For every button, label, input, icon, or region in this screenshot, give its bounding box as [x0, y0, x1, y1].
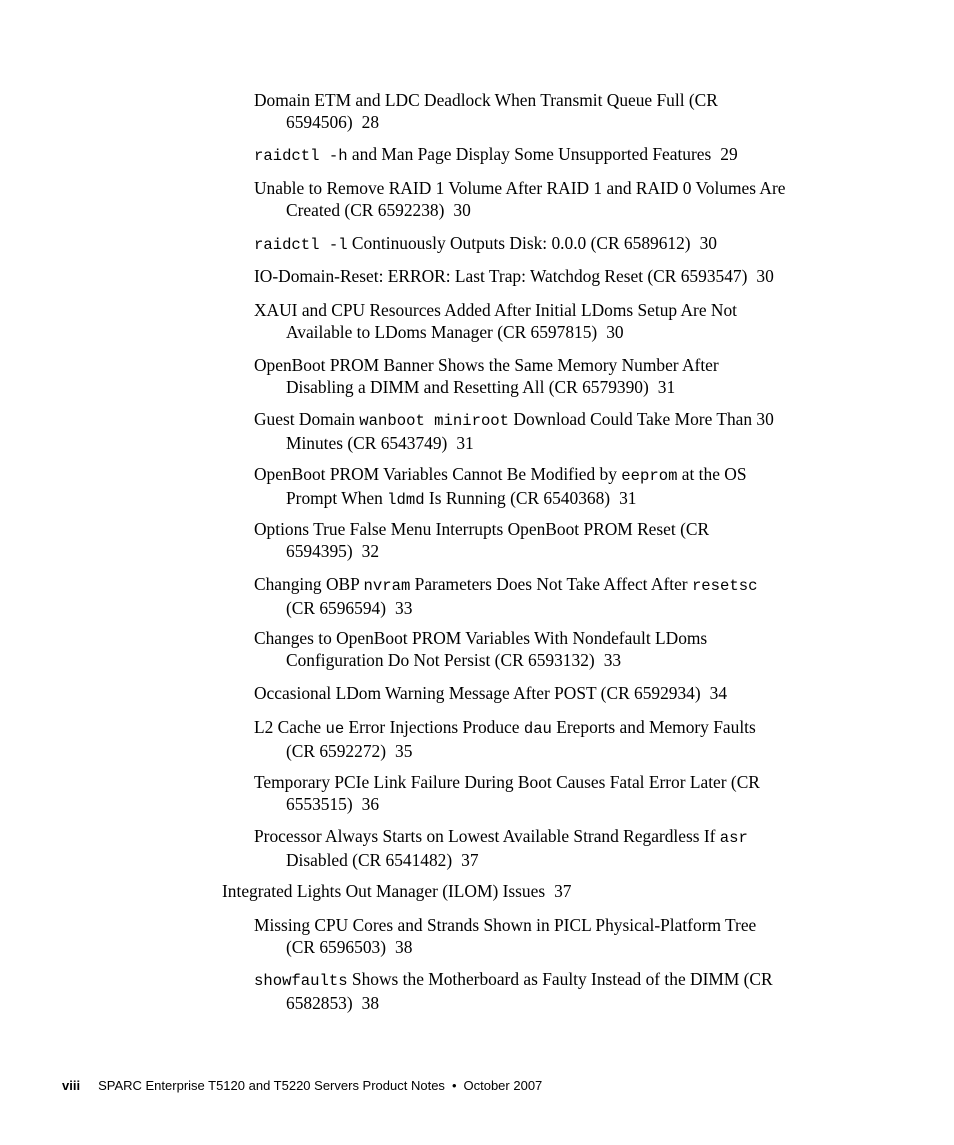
toc-entry[interactable]: [254, 233, 844, 257]
toc-text: 6594506): [286, 111, 353, 132]
toc-page-number[interactable]: 31: [657, 376, 676, 397]
toc-entry-line: [254, 850, 844, 872]
toc-code-text: resetsc: [691, 577, 758, 595]
toc-text: Occasional LDom Warning Message After POST (CR 6592934): [254, 683, 701, 703]
toc-text: Guest Domain: [254, 409, 360, 429]
toc-entry[interactable]: [254, 772, 844, 815]
toc-text: Changes to OpenBoot PROM Variables With Nondefault LDoms: [254, 628, 708, 648]
toc-code-text: asr: [719, 829, 748, 847]
toc-entry-line: [222, 881, 842, 903]
toc-entry-line: [254, 300, 844, 322]
toc-entry-line: [254, 233, 844, 257]
toc-page-number[interactable]: 30: [699, 233, 717, 253]
toc-text: L2 Cache: [254, 717, 326, 737]
toc-text: Domain ETM and LDC Deadlock When Transmit Queue Full (CR: [254, 90, 718, 110]
toc-code-text: raidctl -l: [254, 236, 348, 254]
toc-entry-line: [254, 322, 844, 344]
toc-entry-line: [254, 519, 844, 541]
toc-entry-line: [254, 574, 844, 598]
toc-page-number[interactable]: 33: [603, 649, 622, 670]
toc-text: Ereports and Memory Faults: [551, 717, 756, 737]
toc-page-number[interactable]: 30: [453, 199, 471, 220]
toc-text: Disabled (CR 6541482): [286, 849, 453, 870]
toc-entry[interactable]: [254, 266, 844, 288]
toc-text: Processor Always Starts on Lowest Available Strand Regardless If: [254, 826, 720, 846]
toc-entry-line: [254, 969, 844, 993]
toc-page-number[interactable]: 28: [361, 111, 380, 132]
toc-entry[interactable]: [254, 574, 844, 619]
toc-text: IO-Domain-Reset: ERROR: Last Trap: Watchdog Reset (CR 6593547): [254, 266, 748, 286]
toc-text: Created (CR 6592238): [286, 199, 445, 220]
toc-entry[interactable]: [254, 969, 844, 1014]
toc-entry-line: [254, 650, 844, 672]
toc-text: 6594395): [286, 540, 353, 561]
toc-entry-line: [254, 144, 844, 168]
toc-entry[interactable]: [254, 628, 844, 671]
toc-text: Options True False Menu Interrupts OpenBoot PROM Reset (CR: [254, 519, 710, 539]
footer-page-number: viii: [62, 1078, 81, 1093]
toc-entry-line: [254, 794, 844, 816]
toc-text: (CR 6592272): [286, 740, 386, 761]
toc-page-number[interactable]: 36: [361, 793, 380, 814]
toc-text: at the OS: [677, 464, 747, 484]
toc-entry-line: [254, 598, 844, 620]
toc-page-number[interactable]: 35: [395, 740, 413, 761]
toc-text: Continuously Outputs Disk: 0.0.0 (CR 6589612): [347, 233, 691, 253]
toc-entry-line: [254, 683, 844, 705]
toc-entry-line: [254, 541, 844, 563]
toc-text: Minutes (CR 6543749): [286, 432, 448, 453]
toc-section-entry[interactable]: [222, 881, 842, 903]
footer-separator: •: [451, 1078, 457, 1093]
toc-page-number[interactable]: 32: [361, 540, 380, 561]
toc-entry-line: [254, 112, 844, 134]
toc-entry-line: [254, 355, 844, 377]
toc-entry[interactable]: [254, 826, 844, 871]
toc-entry[interactable]: [254, 717, 844, 762]
toc-entry[interactable]: [254, 409, 844, 454]
toc-code-text: showfaults: [254, 972, 348, 990]
toc-entry-line: [254, 266, 844, 288]
toc-text: XAUI and CPU Resources Added After Initial LDoms Setup Are Not: [254, 300, 738, 320]
toc-code-text: nvram: [363, 577, 411, 595]
toc-text: Unable to Remove RAID 1 Volume After RAID 1 and RAID 0 Volumes Are: [254, 178, 786, 198]
toc-text: Configuration Do Not Persist (CR 6593132): [286, 649, 595, 670]
toc-text: Parameters Does Not Take Affect After: [410, 574, 692, 594]
toc-text: 6553515): [286, 793, 353, 814]
toc-text: Error Injections Produce: [344, 717, 524, 737]
footer-date: October 2007: [463, 1078, 543, 1093]
toc-entry-line: [254, 741, 844, 763]
toc-entry-line: [254, 993, 844, 1015]
toc-text: Changing OBP: [254, 574, 364, 594]
toc-entry-line: [254, 178, 844, 200]
toc-text: OpenBoot PROM Variables Cannot Be Modified by: [254, 464, 622, 484]
toc-entry[interactable]: [254, 90, 844, 133]
toc-entry[interactable]: [254, 355, 844, 398]
toc-page-number[interactable]: 30: [606, 321, 624, 342]
toc-text: (CR 6596594): [286, 597, 386, 618]
toc-page-number[interactable]: 38: [395, 936, 413, 957]
toc-page-number[interactable]: 34: [709, 683, 728, 703]
toc-code-text: ue: [325, 720, 345, 738]
footer-title: SPARC Enterprise T5120 and T5220 Servers Product Notes: [98, 1078, 445, 1093]
toc-entry[interactable]: [254, 144, 844, 168]
toc-code-text: wanboot miniroot: [359, 412, 510, 430]
toc-entry-line: [254, 90, 844, 112]
toc-entry-line: [254, 826, 844, 850]
toc-page-number[interactable]: 33: [395, 597, 413, 618]
toc-entry-line: [254, 915, 844, 937]
toc-text: 6582853): [286, 992, 353, 1013]
toc-code-text: raidctl -h: [254, 147, 348, 165]
toc-text: Missing CPU Cores and Strands Shown in PICL Physical-Platform Tree: [254, 915, 757, 935]
toc-entry[interactable]: [254, 178, 844, 221]
toc-page-number[interactable]: 31: [456, 432, 474, 453]
toc-entry-line: [254, 464, 844, 488]
toc-text: Available to LDoms Manager (CR 6597815): [286, 321, 598, 342]
toc-entry-line: [254, 377, 844, 399]
toc-entry-line: [254, 488, 844, 512]
toc-page-number[interactable]: 37: [554, 881, 572, 901]
toc-entry-line: [254, 433, 844, 455]
toc-text: Integrated Lights Out Manager (ILOM) Issues: [222, 881, 546, 901]
toc-entry-line: [254, 200, 844, 222]
toc-code-text: ldmd: [387, 490, 425, 509]
toc-code-text: dau: [523, 720, 552, 738]
toc-code-text: eeprom: [621, 467, 678, 485]
toc-entry-line: [254, 628, 844, 650]
toc-entry[interactable]: [254, 300, 844, 343]
toc-entry[interactable]: [254, 915, 844, 958]
toc-text: Is Running (CR 6540368): [424, 487, 611, 508]
toc-text: Prompt When: [286, 487, 388, 508]
toc-entry[interactable]: [254, 519, 844, 562]
toc-text: Temporary PCIe Link Failure During Boot Causes Fatal Error Later (CR: [254, 772, 760, 792]
toc-page-number[interactable]: 30: [756, 266, 774, 286]
toc-entry-line: [254, 772, 844, 794]
toc-text: and Man Page Display Some Unsupported Features: [347, 144, 712, 164]
toc-page-number[interactable]: 37: [461, 849, 479, 870]
toc-text: Shows the Motherboard as Faulty Instead of the DIMM (CR: [347, 969, 773, 989]
toc-text: Download Could Take More Than 30: [509, 409, 774, 429]
toc-entry[interactable]: [254, 683, 844, 705]
toc-text: OpenBoot PROM Banner Shows the Same Memory Number After: [254, 355, 719, 375]
toc-entry-line: [254, 937, 844, 959]
toc-page-number[interactable]: 29: [720, 144, 738, 164]
toc-entry-line: [254, 409, 844, 433]
toc-text: (CR 6596503): [286, 936, 386, 957]
toc-text: Disabling a DIMM and Resetting All (CR 6579390): [286, 376, 649, 397]
toc-page-number[interactable]: 38: [361, 992, 380, 1013]
toc-page-number[interactable]: 31: [619, 487, 637, 508]
toc-entry[interactable]: [254, 464, 844, 511]
toc-entry-line: [254, 717, 844, 741]
page-footer: [62, 1078, 542, 1093]
